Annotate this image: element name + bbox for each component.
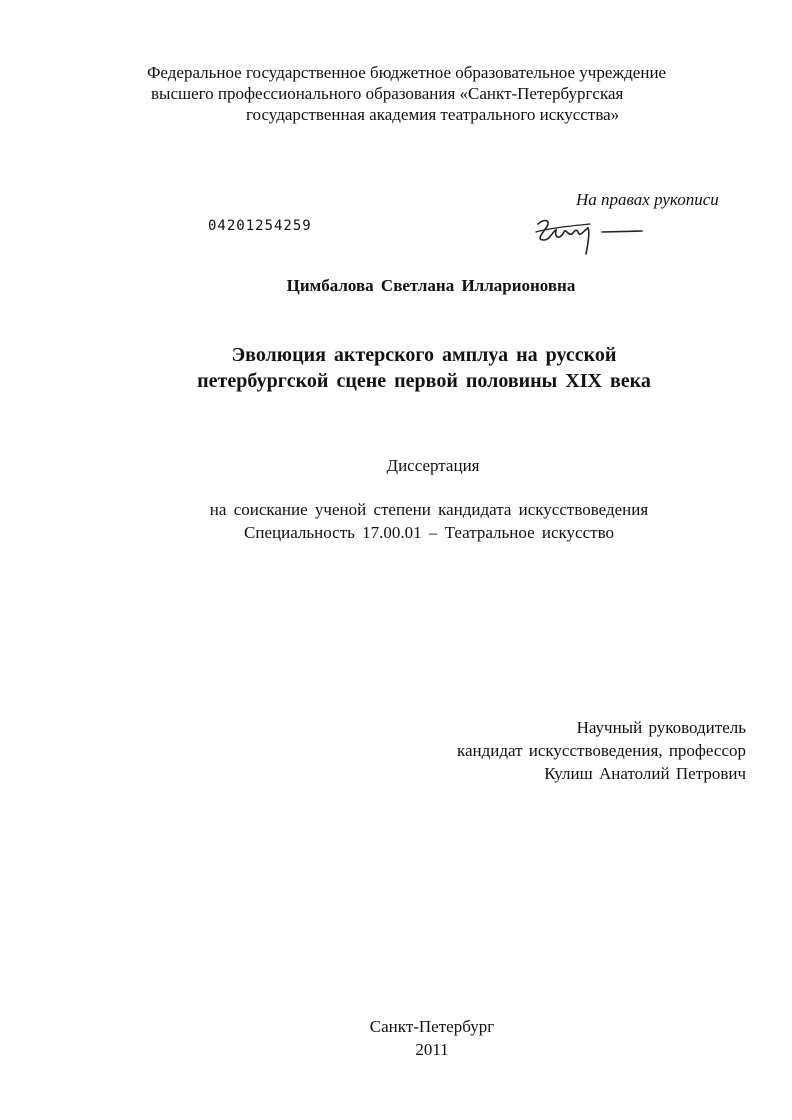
year: 2011	[415, 1040, 449, 1059]
degree-info	[0, 498, 792, 544]
degree-line: на соискание ученой степени кандидата искусствоведения	[209, 500, 649, 519]
document-type: Диссертация	[386, 456, 480, 475]
supervisor-name: Кулиш Анатолий Петрович	[544, 764, 746, 783]
institution-line-2: высшего профессионального образования «Санкт-Петербургская	[151, 84, 624, 103]
city: Санкт-Петербург	[369, 1017, 495, 1036]
place-and-year	[0, 1015, 792, 1061]
institution-line-1: Федеральное государственное бюджетное образовательное учреждение	[147, 63, 667, 82]
title-line-2: петербургской сцене первой половины XIX века	[197, 370, 651, 392]
dissertation-title	[0, 342, 792, 394]
supervisor-role: Научный руководитель	[576, 718, 746, 737]
title-line-1: Эволюция актерского амплуа на русской	[231, 344, 617, 366]
supervisor-block	[457, 716, 746, 785]
document-code: 04201254259	[208, 218, 312, 234]
supervisor-rank: кандидат искусствоведения, профессор	[456, 741, 746, 760]
specialty-line: Специальность 17.00.01 – Театральное искусство	[244, 523, 614, 542]
author-name: Цимбалова Светлана Илларионовна	[286, 276, 576, 295]
manuscript-rights-note: На правах рукописи	[576, 190, 719, 209]
handwritten-signature	[530, 210, 650, 260]
institution-line-3: государственная академия театрального искусства»	[246, 105, 620, 124]
